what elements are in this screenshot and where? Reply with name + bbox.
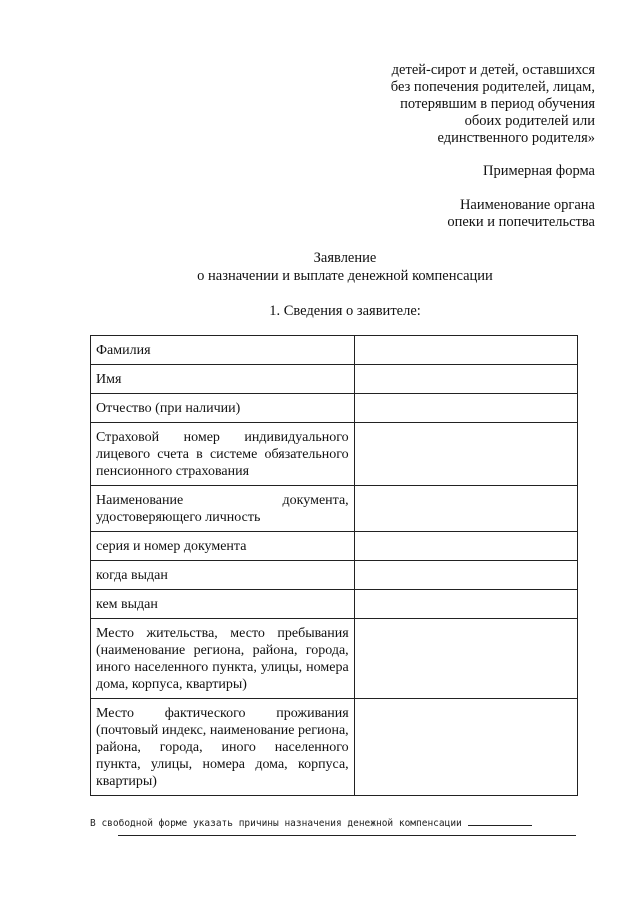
footer-note-text: В свободной форме указать причины назначения денежной компенсации	[90, 818, 462, 829]
title-line: Заявление	[313, 250, 377, 266]
table-row	[91, 486, 578, 532]
header-line: единственного родителя»	[437, 130, 595, 146]
table-row	[91, 699, 578, 796]
document-title	[90, 249, 600, 285]
section-heading: 1. Сведения о заявителе:	[269, 303, 421, 319]
header-line: без попечения родителей, лицам,	[390, 79, 595, 95]
applicant-table	[90, 335, 578, 796]
footer-blank-inline[interactable]	[468, 816, 532, 826]
table-row	[91, 336, 578, 365]
authority-line: Наименование органа	[459, 197, 595, 213]
row-value-field[interactable]	[354, 619, 577, 699]
row-value-field[interactable]	[354, 423, 577, 486]
table-row	[91, 532, 578, 561]
row-label: Место жительства, место пребывания (наименование региона, района, города, иного населенного пункта, улицы, номера дома, корпуса, квартиры)	[91, 619, 355, 699]
row-value-field[interactable]	[354, 561, 577, 590]
row-value-field[interactable]	[354, 336, 577, 365]
table-row	[91, 423, 578, 486]
form-note: Примерная форма	[482, 163, 595, 179]
row-label: Имя	[91, 365, 355, 394]
row-label: когда выдан	[91, 561, 355, 590]
row-label: серия и номер документа	[91, 532, 355, 561]
footer-note	[90, 816, 580, 830]
header-line: детей-сирот и детей, оставшихся	[391, 62, 595, 78]
row-value-field[interactable]	[354, 699, 577, 796]
title-subline: о назначении и выплате денежной компенсации	[197, 268, 493, 284]
header-line: обоих родителей или	[464, 113, 595, 129]
row-label: Фамилия	[91, 336, 355, 365]
row-value-field[interactable]	[354, 365, 577, 394]
row-label: Отчество (при наличии)	[91, 394, 355, 423]
table-row	[91, 365, 578, 394]
header-block	[295, 62, 595, 147]
row-label: Место фактического проживания (почтовый индекс, наименование региона, района, города, иного населенного пункта, улицы, номера дома, корпуса, квартиры)	[91, 699, 355, 796]
authority-block	[295, 197, 595, 231]
row-value-field[interactable]	[354, 486, 577, 532]
table-row	[91, 561, 578, 590]
header-line: потерявшим в период обучения	[400, 96, 595, 112]
table-row	[91, 394, 578, 423]
row-value-field[interactable]	[354, 532, 577, 561]
row-label: Наименование документа, удостоверяющего личность	[91, 486, 355, 532]
row-label: Страховой номер индивидуального лицевого счета в системе обязательного пенсионного страхования	[91, 423, 355, 486]
footer-blank-line[interactable]	[118, 835, 576, 836]
row-value-field[interactable]	[354, 590, 577, 619]
table-row	[91, 619, 578, 699]
row-value-field[interactable]	[354, 394, 577, 423]
authority-line: опеки и попечительства	[447, 214, 595, 230]
row-label: кем выдан	[91, 590, 355, 619]
table-row	[91, 590, 578, 619]
